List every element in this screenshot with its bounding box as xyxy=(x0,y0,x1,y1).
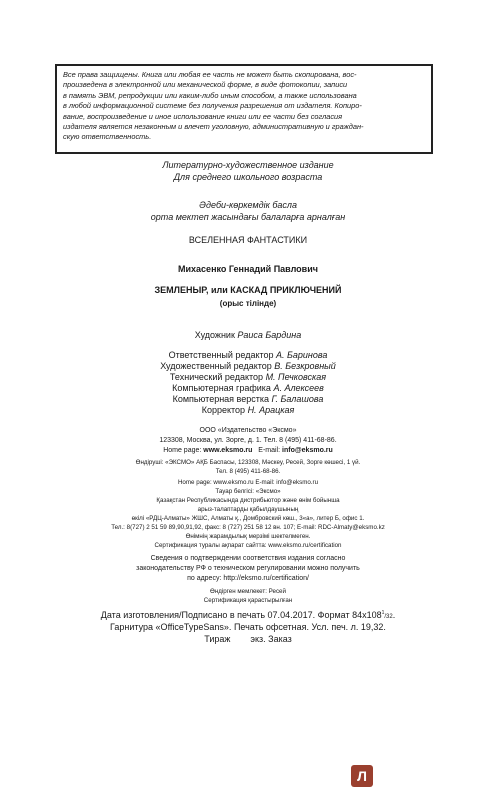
kz-line: Тел. 8 (495) 411-68-86. xyxy=(215,468,281,475)
kz-line: Тел.: 8(727) 2 51 59 89,90,91,92, факс: 8 (727) 251 58 12 вн. 107; E-mail: RDC-Almaty@eksmo.kz xyxy=(111,524,385,531)
artist-credit xyxy=(0,330,496,340)
publisher-logo-icon: Л xyxy=(351,765,373,787)
kz-line: Home page: www.eksmo.ru E-mail: info@eksmo.ru xyxy=(177,479,319,486)
copyright-line: произведена в электронной или механической форме, в виде фотокопии, записи xyxy=(63,80,348,90)
copyright-notice-box xyxy=(55,64,433,154)
cert-line: законодательству РФ о техническом регулировании можно получить xyxy=(136,565,360,572)
book-title: ЗЕМЛЕНЫР, или КАСКАД ПРИКЛЮЧЕНИЙ xyxy=(154,285,342,295)
credit-line: Компьютерная графика А. Алексеев xyxy=(172,383,324,393)
credit-line: Корректор Н. Арацкая xyxy=(201,405,295,415)
print-info-line-1: Дата изготовления/Подписано в печать 07.04.2017. Формат $84x108^1/32$. xyxy=(100,610,396,620)
cert-line: по адресу: http://eksmo.ru/certification/ xyxy=(187,575,309,582)
language-note: (орыс тілінде) xyxy=(219,299,277,308)
cert-line: Сведения о подтверждении соответствия издания согласно xyxy=(150,555,346,562)
print-info-line-2: Гарнитура «OfficeTypeSans». Печать офсетная. Усл. печ. л. 19,32. xyxy=(110,622,386,632)
publisher-contacts: Home page: www.eksmo.ru E-mail: info@eksmo.ru xyxy=(163,447,333,454)
kz-line: өкілі «РДЦ-Алматы» ЖШС, Алматы қ., Домбровский көш., 3«а», литер Б, офис 1. xyxy=(131,515,365,522)
copyright-line: издателя является незаконным и влечет уголовную, административную и граждан- xyxy=(63,122,364,132)
artist-name: Раиса Бардина xyxy=(237,330,302,340)
kz-line: Өнімнің жарамдылық мерзімі шектелмеген. xyxy=(185,533,311,540)
copyright-line: скую ответственность. xyxy=(63,132,152,142)
edition-type: Литературно-художественное издание xyxy=(162,160,334,170)
audience: Для среднего школьного возраста xyxy=(173,172,323,182)
publisher-name: ООО «Издательство «Эксмо» xyxy=(199,427,297,434)
artist-label: Художник xyxy=(194,330,235,340)
series-name: ВСЕЛЕННАЯ ФАНТАСТИКИ xyxy=(188,235,308,245)
audience-kz: орта мектеп жасындағы балаларға арналған xyxy=(150,212,346,222)
copyright-line: вание, воспроизведение и иное использование книги или ее части без согласия xyxy=(63,111,343,121)
author-name: Михасенко Геннадий Павлович xyxy=(178,264,318,274)
origin-line: Өндірген мемлекет: Ресей xyxy=(210,588,286,595)
credit-line: Технический редактор М. Печковская xyxy=(169,372,327,382)
kz-line: Тауар белгісі: «Эксмо» xyxy=(215,488,281,495)
credit-line: Ответственный редактор А. Баринова xyxy=(168,350,328,360)
publisher-address: 123308, Москва, ул. Зорге, д. 1. Тел. 8 (495) 411-68-86. xyxy=(159,437,337,444)
copyright-line: Все права защищены. Книга или любая ее часть не может быть скопирована, вос- xyxy=(63,70,357,79)
home-page-link[interactable]: www.eksmo.ru xyxy=(203,447,253,454)
kz-line: Қазақстан Республикасында дистрибьютор және өнім бойынша xyxy=(156,497,340,504)
edition-type-kz: Әдеби-көркемдік басла xyxy=(198,200,297,210)
credit-line: Художественный редактор В. Безкровный xyxy=(160,361,336,371)
copyright-line: в память ЭВМ, репродукции или каким-либо иным способом, а также использована xyxy=(63,90,357,100)
copyright-line: в любой информационной системе без получения разрешения от издателя. Копиро- xyxy=(63,101,362,111)
email-link[interactable]: info@eksmo.ru xyxy=(282,447,333,454)
kz-line: Сертификация туралы ақпарат сайтта: www.eksmo.ru/certification xyxy=(154,542,342,549)
kz-line: арыз-талаптарды қабылдаушының xyxy=(197,506,299,513)
kz-line: Өндіруші: «ЭКСМО» АҚБ Баспасы, 123308, Мәскеу, Ресей, Зорге көшесі, 1 үй. xyxy=(135,459,361,466)
print-info-line-3: Тираж экз. Заказ xyxy=(204,634,292,644)
credit-line: Компьютерная верстка Г. Балашова xyxy=(172,394,324,404)
origin-line: Сертификация қарастырылған xyxy=(203,597,293,604)
